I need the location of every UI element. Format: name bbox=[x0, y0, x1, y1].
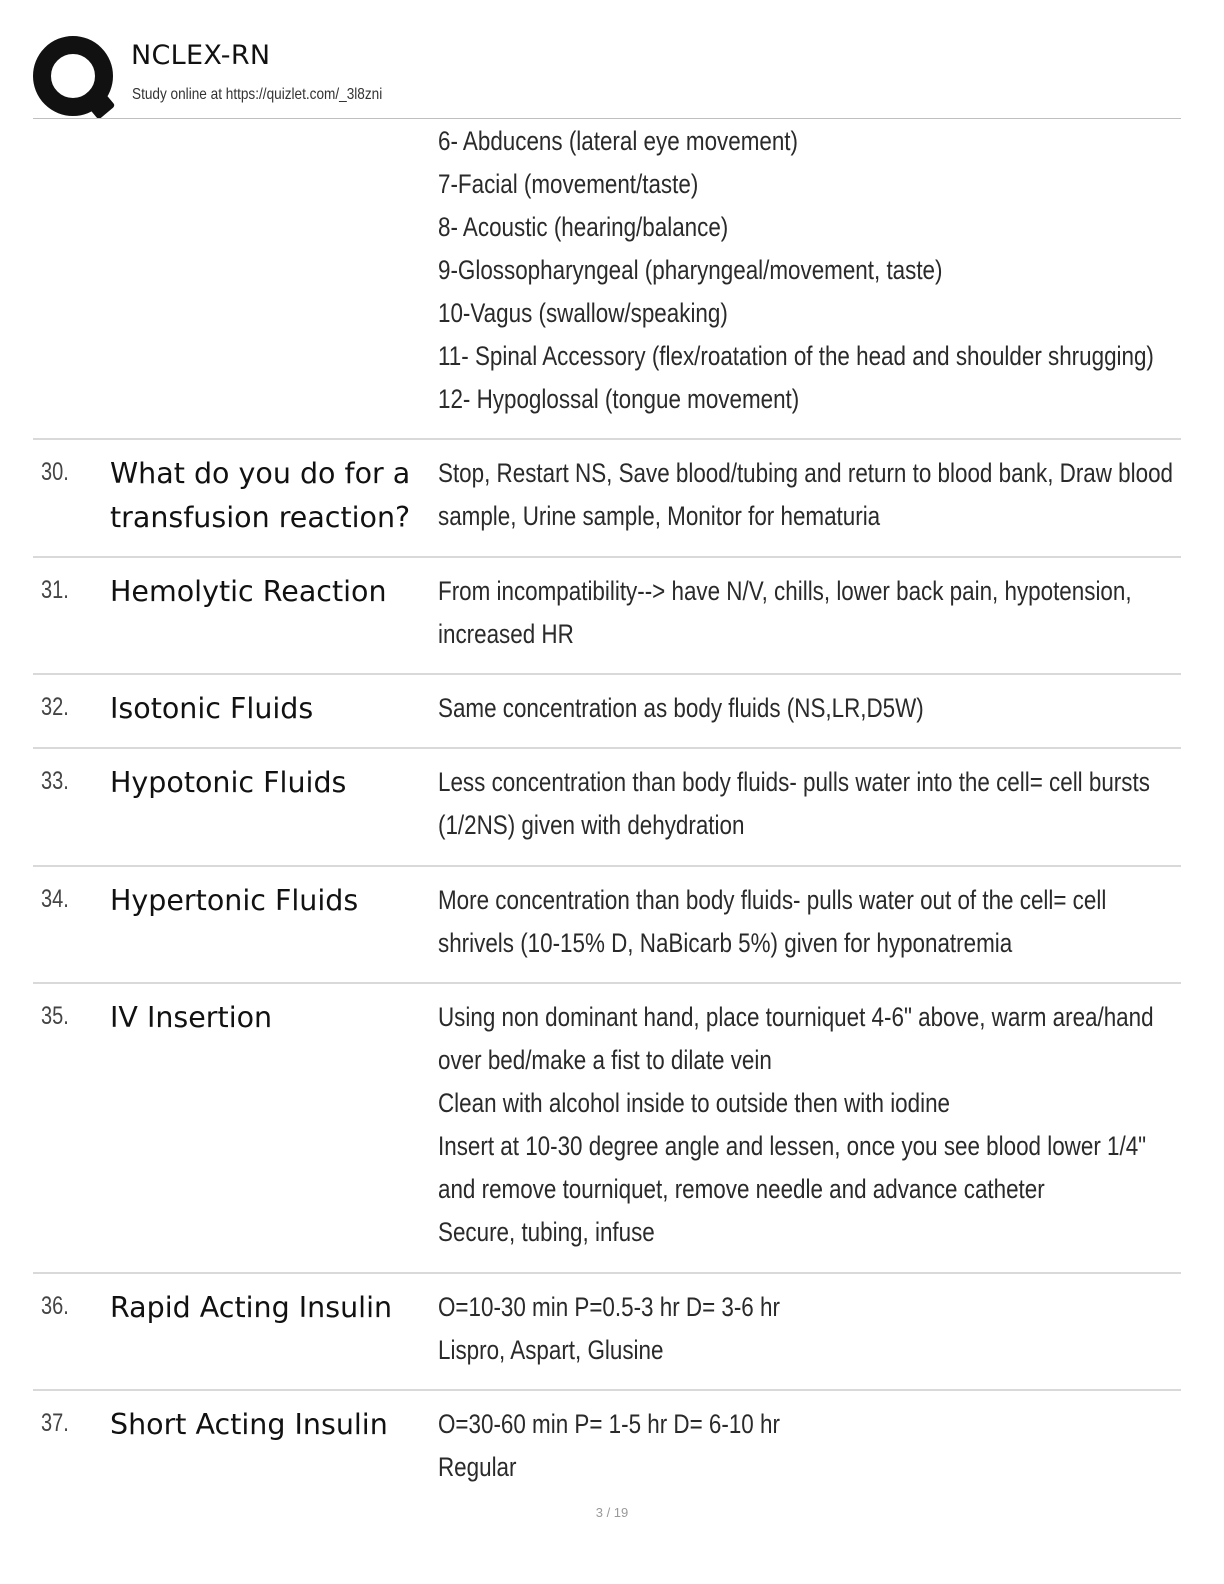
definition-line: Lispro, Aspart, Glusine bbox=[438, 1335, 664, 1365]
definition-line: 11- Spinal Accessory (flex/roatation of the head and shoulder shrugging) bbox=[438, 341, 1154, 371]
definition-line: increased HR bbox=[438, 619, 574, 649]
definition-line: Insert at 10-30 degree angle and lessen, once you see blood lower 1/4" bbox=[438, 1131, 1147, 1161]
card-definition bbox=[438, 761, 1178, 847]
card-definition bbox=[438, 687, 1178, 730]
card-row bbox=[33, 675, 1181, 749]
card-definition bbox=[438, 570, 1178, 656]
card-term: Rapid Acting Insulin bbox=[110, 1291, 393, 1324]
definition-line: (1/2NS) given with dehydration bbox=[438, 810, 745, 840]
card-term: Isotonic Fluids bbox=[110, 692, 314, 725]
definition-line: shrivels (10-15% D, NaBicarb 5%) given for hyponatremia bbox=[438, 928, 1013, 958]
card-number: 36. bbox=[41, 1292, 69, 1320]
definition-line: 10-Vagus (swallow/speaking) bbox=[438, 298, 728, 328]
definition-line: 9-Glossopharyngeal (pharyngeal/movement, taste) bbox=[438, 255, 943, 285]
card-term: IV Insertion bbox=[110, 1001, 273, 1034]
card-term: Hypertonic Fluids bbox=[110, 884, 359, 917]
definition-line: O=30-60 min P= 1-5 hr D= 6-10 hr bbox=[438, 1409, 780, 1439]
definition-line: Secure, tubing, infuse bbox=[438, 1217, 655, 1247]
definition-line: Less concentration than body fluids- pulls water into the cell= cell bursts bbox=[438, 767, 1150, 797]
card-definition bbox=[438, 1403, 1178, 1489]
flashcard-list bbox=[33, 118, 1181, 1503]
card-row bbox=[33, 867, 1181, 984]
definition-line: and remove tourniquet, remove needle and advance catheter bbox=[438, 1174, 1045, 1204]
card-row bbox=[33, 440, 1181, 558]
card-term: What do you do for a transfusion reaction? bbox=[110, 457, 411, 534]
card-number: 30. bbox=[41, 458, 69, 486]
definition-line: Stop, Restart NS, Save blood/tubing and return to blood bank, Draw blood bbox=[438, 458, 1174, 488]
page-number: 3 / 19 bbox=[595, 1505, 629, 1520]
card-row bbox=[33, 1274, 1181, 1391]
card-number: 33. bbox=[41, 767, 69, 795]
continuation-row bbox=[33, 118, 1181, 440]
definition-line: 7-Facial (movement/taste) bbox=[438, 169, 699, 199]
card-row bbox=[33, 558, 1181, 675]
card-term: Hypotonic Fluids bbox=[110, 766, 347, 799]
definition-line: Same concentration as body fluids (NS,LR,D5W) bbox=[438, 693, 924, 723]
card-number: 34. bbox=[41, 885, 69, 913]
card-number: 37. bbox=[41, 1409, 69, 1437]
definition-line: sample, Urine sample, Monitor for hematuria bbox=[438, 501, 881, 531]
page-header bbox=[33, 32, 1183, 118]
card-number: 31. bbox=[41, 576, 69, 604]
card-definition bbox=[438, 1286, 1178, 1372]
definition-line: 6- Abducens (lateral eye movement) bbox=[438, 126, 798, 156]
card-term: Short Acting Insulin bbox=[110, 1408, 388, 1441]
card-row bbox=[33, 749, 1181, 867]
definition-line: 12- Hypoglossal (tongue movement) bbox=[438, 384, 800, 414]
card-term: Hemolytic Reaction bbox=[110, 575, 387, 608]
definition-line: 8- Acoustic (hearing/balance) bbox=[438, 212, 729, 242]
card-row bbox=[33, 984, 1181, 1274]
continuation-definition bbox=[438, 120, 1178, 421]
card-row bbox=[33, 1391, 1181, 1503]
card-definition bbox=[438, 879, 1178, 965]
definition-line: From incompatibility--> have N/V, chills, lower back pain, hypotension, bbox=[438, 576, 1132, 606]
card-definition bbox=[438, 996, 1178, 1254]
card-definition bbox=[438, 452, 1178, 538]
definition-line: Regular bbox=[438, 1452, 517, 1482]
set-title: NCLEX-RN bbox=[131, 40, 271, 71]
definition-line: over bed/make a fist to dilate vein bbox=[438, 1045, 772, 1075]
definition-line: More concentration than body fluids- pulls water out of the cell= cell bbox=[438, 885, 1107, 915]
card-number: 35. bbox=[41, 1002, 69, 1030]
study-online-url: Study online at https://quizlet.com/_3l8zni bbox=[132, 86, 383, 103]
definition-line: O=10-30 min P=0.5-3 hr D= 3-6 hr bbox=[438, 1292, 780, 1322]
definition-line: Clean with alcohol inside to outside then with iodine bbox=[438, 1088, 951, 1118]
card-number: 32. bbox=[41, 693, 69, 721]
definition-line: Using non dominant hand, place tourniquet 4-6" above, warm area/hand bbox=[438, 1002, 1154, 1032]
